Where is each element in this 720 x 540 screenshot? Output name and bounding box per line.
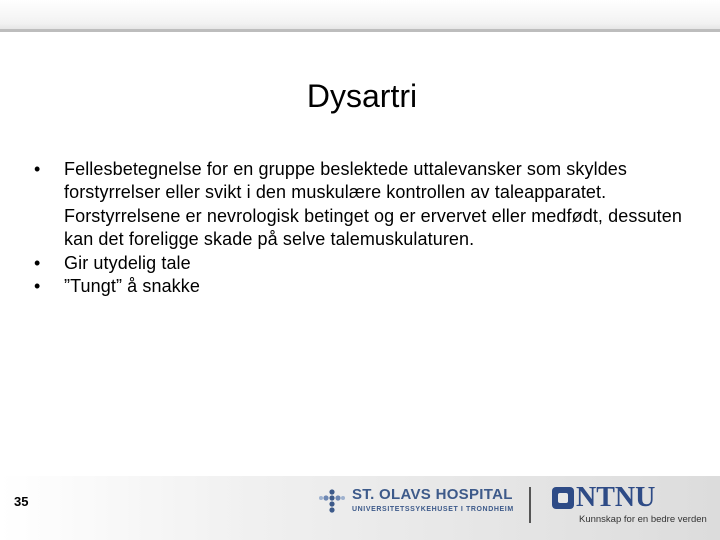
bullet-dot: • [34, 159, 41, 179]
st-olavs-name: ST. OLAVS HOSPITAL [352, 486, 513, 503]
bullet-text: ”Tungt” å snakke [64, 276, 200, 297]
bullet-text: Gir utydelig tale [64, 252, 191, 273]
bullet-list [28, 158, 700, 298]
bullet-item [28, 158, 700, 252]
header-band [0, 0, 720, 29]
ntnu-name: NTNU [576, 482, 656, 513]
ntnu-logo [552, 484, 712, 528]
st-olavs-subtitle: UNIVERSITETSSYKEHUSET I TRONDHEIM [352, 506, 514, 513]
header-rule [0, 29, 720, 32]
logo-divider [529, 487, 531, 523]
bullet-item [28, 252, 700, 275]
ntnu-square-icon [552, 487, 574, 509]
ntnu-tagline: Kunnskap for en bedre verden [579, 514, 707, 525]
slide-title: Dysartri [306, 78, 418, 114]
bullet-dot: • [34, 276, 41, 297]
page-number: 35 [14, 494, 29, 509]
bullet-dot: • [34, 252, 41, 273]
bullet-item [28, 275, 700, 298]
bullet-text: Fellesbetegnelse for en gruppe beslektede uttalevansker som skyldes forstyrrelser eller svikt i den muskulære kontrollen av taleapparatet. Forstyrrelsene er nevrologisk betinget og er ervervet eller medfødt, dessuten kan det foreligge skade på selve talemuskulaturen. [64, 159, 682, 250]
dots-cross-icon [318, 488, 346, 516]
st-olavs-logo [318, 486, 518, 522]
